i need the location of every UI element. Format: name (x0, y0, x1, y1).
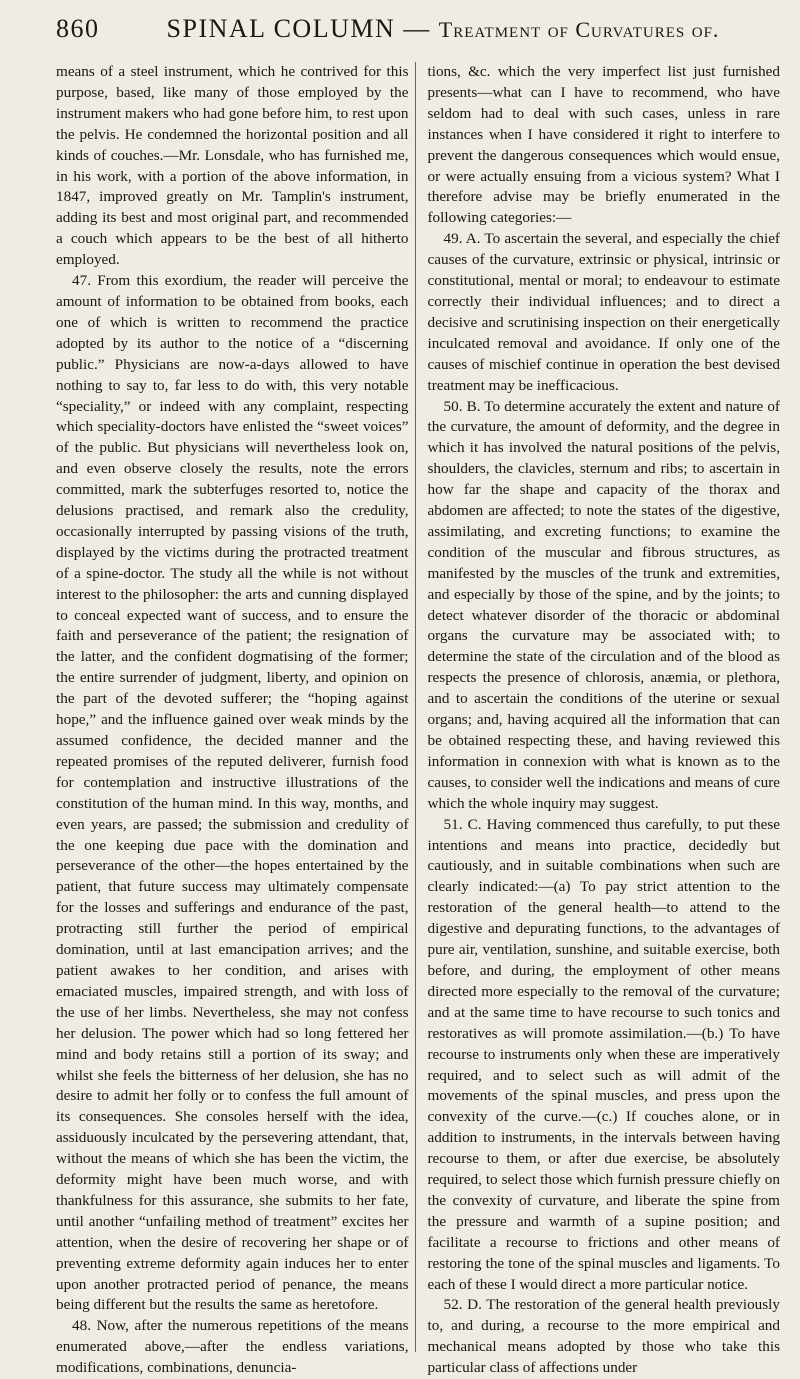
paragraph: 50. B. To determine accurately the extent and nature of the curvature, the amount of deformity, and the degree in which it has involved the natural positions of the pelvis, shoulders, the clavicles, sternum and ribs; to ascertain in how far the shape and capacity of the thorax and abdomen are affected; to note the states of the digestive, assimilating, and excreting functions; to examine the condition of the muscular and fibrous structures, as manifested by the muscles of the trunk and extremities, and especially by those of the spine, and by the joints; to detect whatever disorder of the thoracic or abdominal organs the curvature may be associated with; to determine the state of the circulation and of the blood as respects the presence of chlorosis, anæmia, or plethora, and to ascertain the conditions of the uterine or sexual organs; and, having acquired all the information that can be obtained respecting these, and having reviewed this information in connexion with what is known as to the causes, to consider well the indications and means of cure which the whole inquiry may suggest. (427, 397, 780, 812)
paragraph: 49. A. To ascertain the several, and especially the chief causes of the curvature, extrinsic or physical, intrinsic or constitutional, mental or moral; to endeavour to estimate correctly their individual influences; and to direct a decisive and scrutinising inspection on their energetically inculcated removal and avoidance. If only one of the causes of mischief continue in operation the best devised treatment may be inefficacious. (427, 230, 780, 394)
running-title-sub: Treatment of Curvatures of. (438, 17, 720, 42)
right-column (427, 62, 781, 1377)
running-title (116, 14, 770, 44)
running-title-main: SPINAL COLUMN — (166, 14, 439, 43)
paragraph: tions, &c. which the very imperfect list just furnished presents—what can I have to recommend, who have seldom had to deal with such cases, unless in rare instances when I have considered it right to interfere to prevent the dangerous consequences which would ensue, or were actually ensuing from a vicious system? What I therefore advise may be briefly enumerated in the following categories:— (427, 63, 780, 227)
paragraph: 47. From this exordium, the reader will perceive the amount of information to be obtained from books, each one of which is written to recommend the practice adopted by its author to the notice of a “discerning public.” Physicians are now-a-days allowed to have nothing to say to, far less to do with, this very notable “speciality,” or indeed with any complaint, respecting which speciality-doctors have enlisted the “sweet voices” of the public. But physicians will nevertheless look on, and even observe closely the results, note the errors committed, mark the subterfuges resorted to, notice the delusions practised, and remark also the credulity, occasionally interrupted by passing visions of the truth, displayed by the victims during the protracted treatment of a spine-doctor. The study all the while is not without interest to the philosopher: the arts and cunning displayed to conceal expected want of success, and to ensure the faith and perseverance of the patient; the resignation of the latter, and the confident dogmatising of the former; the entire surrender of judgment, liberty, and opinion on the part of the devoted sufferer; the “hoping against hope,” and the influence gained over weak minds by the assumed confidence, the decided manner and the repeated promises of the reputed deliverer, furnish food for contemplation and instructive illustrations of the constitution of the human mind. In this way, months, and even years, are passed; the submission and credulity of the one keeping due pace with the domination and perseverance of the other—the hopes entertained by the patient, that future success may ultimately compensate for the losses and sufferings and endurance of the past, protracting still further the period of empirical domination, until at last emancipation arrives; and the patient awakes to her condition, and arises with emaciated muscles, impaired strength, and with loss of the use of her limbs. Nevertheless, she may not confess her delusion. The power which had so long fettered her mind and body retains still a portion of its sway; and whilst she feels the bitterness of her delusion, she has no desire to admit her folly or to confess the full amount of its consequences. She consoles herself with the idea, assiduously inculcated by the persevering attendant, that, without the means of which she has been the victim, the deformity might have been much worse, and with thankfulness for this assurance, she submits to her fate, until another “unfailing method of treatment” excites her attention, when the desire of recovering her shape or of preventing extreme deformity again induces her to enter upon another protracted period of penance, the means being different but the results the same as heretofore. (56, 272, 409, 1314)
page-header (56, 14, 770, 54)
paragraph: 52. D. The restoration of the general health previously to, and during, a recourse to the more empirical and mechanical means adopted by those who take this particular class of affections under (427, 1296, 780, 1377)
page-number: 860 (56, 14, 100, 43)
text-columns (56, 62, 780, 1377)
left-column (56, 62, 416, 1377)
paragraph: means of a steel instrument, which he contrived for this purpose, based, like many of those employed by the instrument makers who had gone before him, to rest upon the pelvis. He condemned the horizontal position and all kinds of couches.—Mr. Lonsdale, who has furnished me, in his work, with a portion of the above information, in 1847, improved greatly on Mr. Tamplin's instrument, adding its best and most original part, and recommended a couch which appears to be the best of all hitherto employed. (56, 63, 409, 269)
paragraph: 51. C. Having commenced thus carefully, to put these intentions and means into practice, decidedly but cautiously, and in suitable combinations when such are clearly indicated:—(a) To pay strict attention to the restoration of the general health—to attend to the digestive and depurating functions, to the advantages of pure air, ventilation, sunshine, and suitable exercise, both before, and during, the employment of other means directed more especially to the removal of the curvature; and at the same time to have recourse to such tonics and restoratives as will promote assimilation.—(b.) To have recourse to instruments only when these are imperatively required, and to select such as will admit of the movements of the spinal muscles, and press upon the convexity of the curve.—(c.) If couches alone, or in addition to instruments, in the intervals between having recourse to them, or after due exercise, be absolutely required, to select those which furnish pressure chiefly on the convexity of curvature, and liberate the spine from the pressure and warmth of a supine position; and facilitate a recourse to frictions and other means of restoring the tone of the spinal muscles and ligaments. To each of these I would direct a more particular notice. (427, 815, 780, 1293)
paragraph: 48. Now, after the numerous repetitions of the means enumerated above,—after the endless variations, modifications, combinations, denuncia- (56, 1317, 409, 1377)
